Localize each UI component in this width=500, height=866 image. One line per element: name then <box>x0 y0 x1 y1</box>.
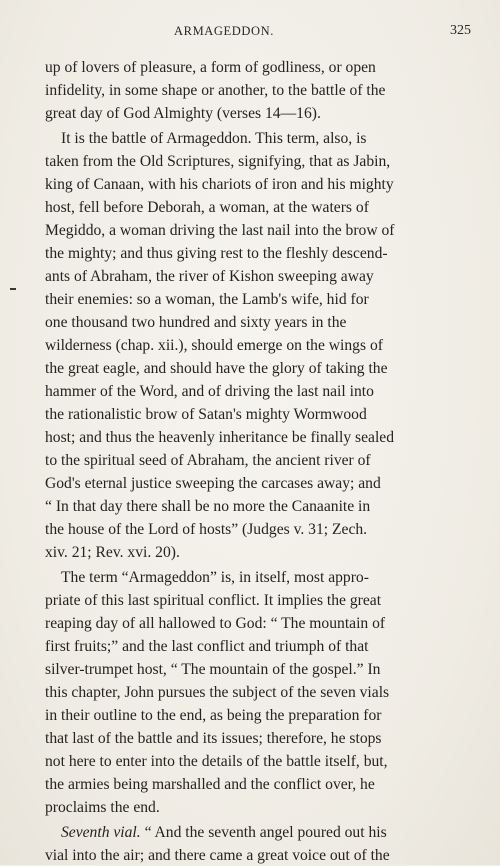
text-line: Megiddo, a woman driving the last nail into the brow of <box>45 222 395 239</box>
text-line: proclaims the end. <box>45 799 160 816</box>
text-line: silver-trumpet host, “ The mountain of the gospel.” In <box>45 661 381 678</box>
text-line: the great eagle, and should have the glory of taking the <box>45 360 388 377</box>
text-line: king of Canaan, with his chariots of iron and his mighty <box>45 176 394 193</box>
text-line: their enemies: so a woman, the Lamb's wife, hid for <box>45 291 369 308</box>
text-line: priate of this last spiritual conflict. It implies the great <box>45 592 382 609</box>
text-line: the house of the Lord of hosts” (Judges v. 31; Zech. <box>45 521 368 538</box>
text-line: The term “Armageddon” is, in itself, most appro- <box>61 569 369 586</box>
text-line: reaping day of all hallowed to God: “ The mountain of <box>45 615 386 632</box>
page-number: 325 <box>450 23 471 38</box>
text-line: great day of God Almighty (verses 14—16). <box>45 105 321 122</box>
running-title: ARMAGEDDON. <box>174 24 275 38</box>
margin-dash-mark <box>10 288 16 290</box>
text-line: the rationalistic brow of Satan's mighty Wormwood <box>45 406 367 423</box>
text-line: ants of Abraham, the river of Kishon sweeping away <box>45 268 374 285</box>
text-line: It is the battle of Armageddon. This term, also, is <box>61 130 367 147</box>
text-line: up of lovers of pleasure, a form of godliness, or open <box>45 59 376 76</box>
text-line: first fruits;” and the last conflict and triumph of that <box>45 638 369 655</box>
text-line: one thousand two hundred and sixty years in the <box>45 314 347 331</box>
section-lead-in: Seventh vial. <box>61 824 141 841</box>
text-line: hammer of the Word, and of driving the last nail into <box>45 383 374 400</box>
page-header <box>0 24 500 42</box>
text-line: vial into the air; and there came a great voice out of the <box>45 847 390 864</box>
text-line-rest: “ And the seventh angel poured out his <box>144 824 387 841</box>
text-line: the mighty; and thus giving rest to the fleshly descend- <box>45 245 388 262</box>
text-line: in their outline to the end, as being the preparation for <box>45 707 382 724</box>
text-line: the armies being marshalled and the conflict over, he <box>45 776 375 793</box>
text-line: host, fell before Deborah, a woman, at the waters of <box>45 199 369 216</box>
text-line: to the spiritual seed of Abraham, the ancient river of <box>45 452 371 469</box>
text-line: taken from the Old Scriptures, signifying, that as Jabin, <box>45 153 391 170</box>
text-line: “ In that day there shall be no more the Canaanite in <box>45 498 371 515</box>
text-line: infidelity, in some shape or another, to the battle of the <box>45 82 386 99</box>
text-line: wilderness (chap. xii.), should emerge on the wings of <box>45 337 383 354</box>
text-line: that last of the battle and its issues; therefore, he stops <box>45 730 382 747</box>
text-line: this chapter, John pursues the subject of the seven vials <box>45 684 390 701</box>
text-line: host; and thus the heavenly inheritance be finally sealed <box>45 429 395 446</box>
text-line: not here to enter into the details of the battle itself, but, <box>45 753 388 770</box>
text-line <box>61 823 387 843</box>
text-line: God's eternal justice sweeping the carcases away; and <box>45 475 381 492</box>
text-line: xiv. 21; Rev. xvi. 20). <box>45 544 180 561</box>
